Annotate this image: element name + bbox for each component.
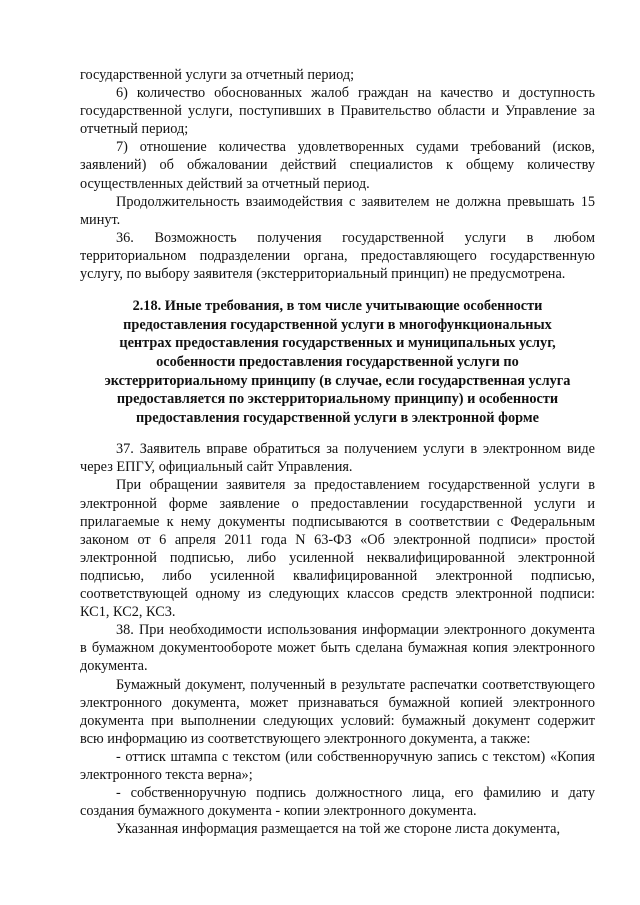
heading-line: 2.18. Иные требования, в том числе учитывающие особенности [132, 298, 543, 315]
paragraph-info-placement: Указанная информация размещается на той же стороне листа документа, [116, 821, 561, 838]
paragraph-36: 36. Возможность получения государственной услуги в любом территориальном подразделении органа, предоставляющего государственную услугу, по выбору заявителя (экстерриториальный принцип) не предусмотрена. [80, 229, 595, 283]
paragraph-item-7: 7) отношение количества удовлетворенных судами требований (исков, заявлений) об обжаловании действий специалистов к общему количеству осуществленных действий за отчетный период. [80, 139, 595, 192]
paragraph-paper-copy: Бумажный документ, полученный в результате распечатки соответствующего электронного документа, может признаваться бумажной копией электронного документа при выполнении следующих условий: бумажный документ содержит всю информацию из соответствующего электронного документа, а также: [80, 676, 595, 747]
paragraph-stamp: - оттиск штампа с текстом (или собственноручную запись с текстом) «Копия электронного текста верна»; [80, 748, 595, 783]
paragraph-item-6: 6) количество обоснованных жалоб граждан на качество и доступность государственной услуги, поступивших в Правительство области и Управление за отчетный период; [80, 85, 595, 138]
section-heading-2-18 [80, 297, 595, 427]
document-page [80, 66, 595, 838]
heading-line: предоставления государственной услуги в многофункциональных [123, 316, 552, 333]
paragraph-electronic-signature: При обращении заявителя за предоставлением государственной услуги в электронной форме заявление о предоставлении государственной услуги и прилагаемые к нему документы подписываются в соответствии с Федеральным законом от 6 апреля 2011 года N 63-ФЗ «Об электронной подписи» простой электронной подписью, либо усиленной неквалифицированной электронной подписью, либо усиленной квалифицированной электронной подписью, соответствующей одному из следующих классов средств электронной подписи: КС1, КС2, КС3. [80, 477, 595, 621]
paragraph-continuation: государственной услуги за отчетный период; [80, 67, 355, 83]
spacer [80, 427, 595, 440]
heading-line: центрах предоставления государственных и муниципальных услуг, [119, 335, 556, 352]
paragraph-signature: - собственноручную подпись должностного лица, его фамилию и дату создания бумажного документа - копии электронного документа. [80, 785, 595, 820]
heading-line: экстерриториальному принципу (в случае, если государственная услуга [104, 372, 571, 389]
heading-line: особенности предоставления государственной услуги по [156, 353, 519, 370]
paragraph-38: 38. При необходимости использования информации электронного документа в бумажном документообороте может быть сделана бумажная копия электронного документа. [80, 622, 595, 675]
paragraph-37: 37. Заявитель вправе обратиться за получением услуги в электронном виде через ЕПГУ, официальный сайт Управления. [80, 441, 595, 476]
paragraph-duration: Продолжительность взаимодействия с заявителем не должна превышать 15 минут. [80, 193, 595, 228]
heading-line: предоставления государственной услуги в электронной форме [136, 409, 539, 426]
heading-line: предоставляется по экстерриториальному принципу) и особенности [116, 391, 559, 408]
